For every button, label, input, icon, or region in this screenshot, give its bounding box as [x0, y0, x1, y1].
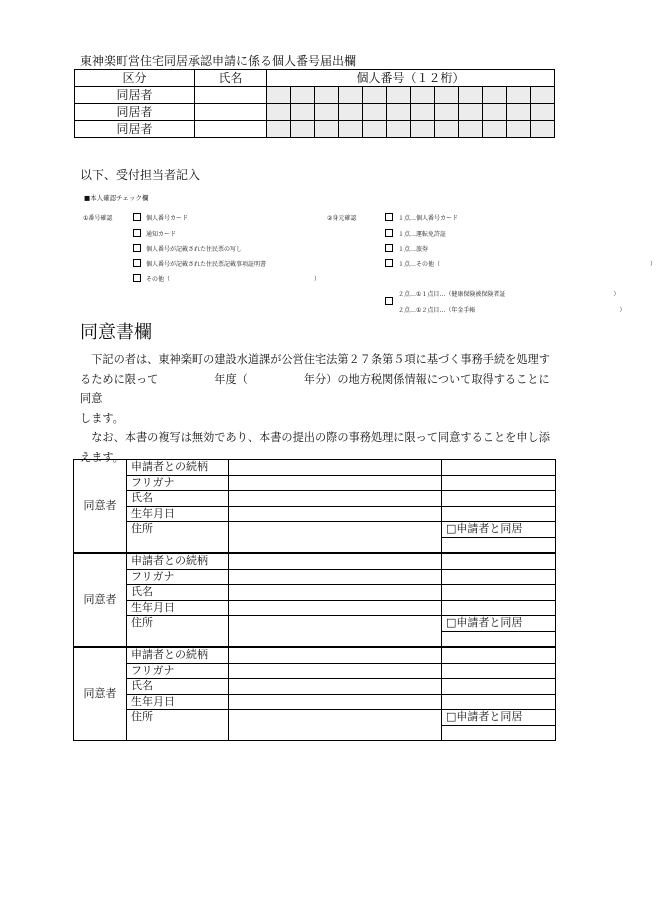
checkbox[interactable]: [385, 244, 393, 252]
field-name: 氏名: [127, 679, 229, 695]
field-input[interactable]: [229, 648, 442, 664]
table-row: [75, 87, 555, 104]
field-input[interactable]: [442, 491, 556, 507]
digit-cell[interactable]: [291, 104, 315, 121]
cohabit-checkbox[interactable]: □申請者と同居: [442, 616, 556, 632]
number-check-item: 個人番号が記載された住民票記載事項証明書: [133, 259, 266, 268]
digit-cell[interactable]: [363, 121, 387, 138]
name-cell[interactable]: [195, 121, 267, 138]
field-input[interactable]: [442, 475, 556, 491]
digit-cell[interactable]: [459, 104, 483, 121]
number-check-label: ①番号確認: [83, 215, 113, 222]
field-input[interactable]: [442, 694, 556, 710]
field-input[interactable]: [229, 694, 442, 710]
field-input[interactable]: [229, 460, 442, 476]
identity-check-item: １点…個人番号カード: [385, 213, 458, 222]
field-input[interactable]: [229, 600, 442, 616]
field-input[interactable]: [442, 663, 556, 679]
field-input[interactable]: [229, 663, 442, 679]
digit-cell[interactable]: [507, 87, 531, 104]
consent-table-1: [73, 459, 556, 553]
field-birthdate: 生年月日: [127, 506, 229, 522]
field-input[interactable]: [229, 522, 442, 553]
field-furigana: フリガナ: [127, 663, 229, 679]
consent-group-label: 同意者: [74, 554, 127, 647]
field-input[interactable]: [229, 491, 442, 507]
digit-cell[interactable]: [483, 87, 507, 104]
field-input[interactable]: [229, 679, 442, 695]
field-input[interactable]: [442, 725, 556, 741]
digit-cell[interactable]: [483, 121, 507, 138]
field-input[interactable]: [442, 679, 556, 695]
checkbox[interactable]: [133, 259, 141, 267]
digit-cell[interactable]: [411, 87, 435, 104]
field-relationship: 申請者との続柄: [127, 648, 229, 664]
number-check-item: 通知カード: [133, 229, 176, 238]
field-address: 住所: [127, 616, 229, 647]
field-furigana: フリガナ: [127, 475, 229, 491]
consent-title: 同意書欄: [80, 322, 152, 343]
digit-cell[interactable]: [291, 87, 315, 104]
header-name: 氏名: [195, 70, 267, 87]
digit-cell[interactable]: [387, 121, 411, 138]
field-input[interactable]: [442, 648, 556, 664]
check-title: ■本人確認チェック欄: [84, 194, 149, 202]
field-input[interactable]: [442, 460, 556, 476]
cohabit-checkbox[interactable]: □申請者と同居: [442, 710, 556, 726]
field-input[interactable]: [229, 710, 442, 741]
header-kubun: 区分: [75, 70, 195, 87]
digit-cell[interactable]: [507, 121, 531, 138]
field-input[interactable]: [442, 631, 556, 647]
checkbox[interactable]: [385, 213, 393, 221]
field-relationship: 申請者との続柄: [127, 554, 229, 570]
field-birthdate: 生年月日: [127, 600, 229, 616]
field-relationship: 申請者との続柄: [127, 460, 229, 476]
digit-cell[interactable]: [411, 121, 435, 138]
digit-cell[interactable]: [531, 87, 555, 104]
digit-cell[interactable]: [339, 121, 363, 138]
field-input[interactable]: [442, 600, 556, 616]
digit-cell[interactable]: [459, 121, 483, 138]
digit-cell[interactable]: [387, 104, 411, 121]
checkbox[interactable]: [133, 244, 141, 252]
digit-cell[interactable]: [459, 87, 483, 104]
digit-cell[interactable]: [483, 104, 507, 121]
digit-cell[interactable]: [411, 104, 435, 121]
field-input[interactable]: [442, 537, 556, 553]
digit-cell[interactable]: [507, 104, 531, 121]
identity-two-point-line: ２点…①１点目…（健康保険被保険者証 ）: [398, 291, 620, 298]
number-check-item: 個人番号カード: [133, 213, 188, 222]
consent-table-3: [73, 647, 556, 741]
digit-cell[interactable]: [267, 121, 291, 138]
field-input[interactable]: [442, 585, 556, 601]
digit-cell[interactable]: [531, 104, 555, 121]
digit-cell[interactable]: [363, 87, 387, 104]
checkbox[interactable]: [385, 259, 393, 267]
digit-cell[interactable]: [315, 121, 339, 138]
table-row: [75, 121, 555, 138]
table-header-row: [75, 70, 555, 87]
individual-number-table: [74, 69, 555, 138]
identity-check-item: １点…その他（ ）: [385, 259, 656, 268]
digit-cell[interactable]: [387, 87, 411, 104]
digit-cell[interactable]: [267, 87, 291, 104]
field-input[interactable]: [229, 585, 442, 601]
field-input[interactable]: [442, 569, 556, 585]
row-label: 同居者: [75, 87, 195, 104]
field-name: 氏名: [127, 585, 229, 601]
digit-cell[interactable]: [339, 87, 363, 104]
header-number: 個人番号（１２桁）: [267, 70, 555, 87]
field-input[interactable]: [229, 506, 442, 522]
field-name: 氏名: [127, 491, 229, 507]
checkbox[interactable]: [385, 297, 393, 305]
checkbox[interactable]: [385, 229, 393, 237]
checkbox[interactable]: [133, 213, 141, 221]
digit-cell[interactable]: [339, 104, 363, 121]
name-cell[interactable]: [195, 87, 267, 104]
header-title: 東神楽町営住宅同居承認申請に係る個人番号届出欄: [80, 54, 357, 68]
field-input[interactable]: [229, 569, 442, 585]
field-birthdate: 生年月日: [127, 694, 229, 710]
digit-cell[interactable]: [435, 87, 459, 104]
number-check-item: その他（ ）: [133, 274, 320, 283]
row-label: 同居者: [75, 121, 195, 138]
row-label: 同居者: [75, 104, 195, 121]
consent-table-2: [73, 553, 556, 647]
checkbox[interactable]: [133, 229, 141, 237]
digit-cell[interactable]: [435, 104, 459, 121]
consent-group-label: 同意者: [74, 460, 127, 553]
field-input[interactable]: [229, 554, 442, 570]
consent-paragraph: 下記の者は、東神楽町の建設水道課が公営住宅法第２７条第５項に基づく事務手続を処理す るために限って 年度（ 年分）の地方税関係情報について取得することに同意 します。 なお、本書の複写は無効であり、本書の提出の際の事務処理に限って同意することを申し添 えます。: [80, 353, 550, 464]
number-check-item: 個人番号が記載された住民票の写し: [133, 244, 242, 253]
field-input[interactable]: [229, 475, 442, 491]
identity-check-item: １点…旅券: [385, 244, 428, 253]
digit-cell[interactable]: [531, 121, 555, 138]
digit-cell[interactable]: [315, 87, 339, 104]
field-furigana: フリガナ: [127, 569, 229, 585]
digit-cell[interactable]: [315, 104, 339, 121]
field-address: 住所: [127, 522, 229, 553]
identity-check-label: ②身元確認: [327, 215, 357, 222]
identity-two-point-line: ２点…①２点目…（年金手帳 ）: [398, 307, 626, 314]
field-address: 住所: [127, 710, 229, 741]
identity-check-item: １点…運転免許証: [385, 229, 446, 238]
table-row: [75, 104, 555, 121]
identity-two-point-checkbox: [385, 297, 398, 306]
checkbox[interactable]: [133, 274, 141, 282]
digit-cell[interactable]: [435, 121, 459, 138]
digit-cell[interactable]: [363, 104, 387, 121]
cohabit-checkbox[interactable]: □申請者と同居: [442, 522, 556, 538]
consent-group-label: 同意者: [74, 648, 127, 741]
digit-cell[interactable]: [291, 121, 315, 138]
field-input[interactable]: [442, 554, 556, 570]
name-cell[interactable]: [195, 104, 267, 121]
field-input[interactable]: [229, 616, 442, 647]
digit-cell[interactable]: [267, 104, 291, 121]
reception-title: 以下、受付担当者記入: [80, 168, 201, 182]
field-input[interactable]: [442, 506, 556, 522]
